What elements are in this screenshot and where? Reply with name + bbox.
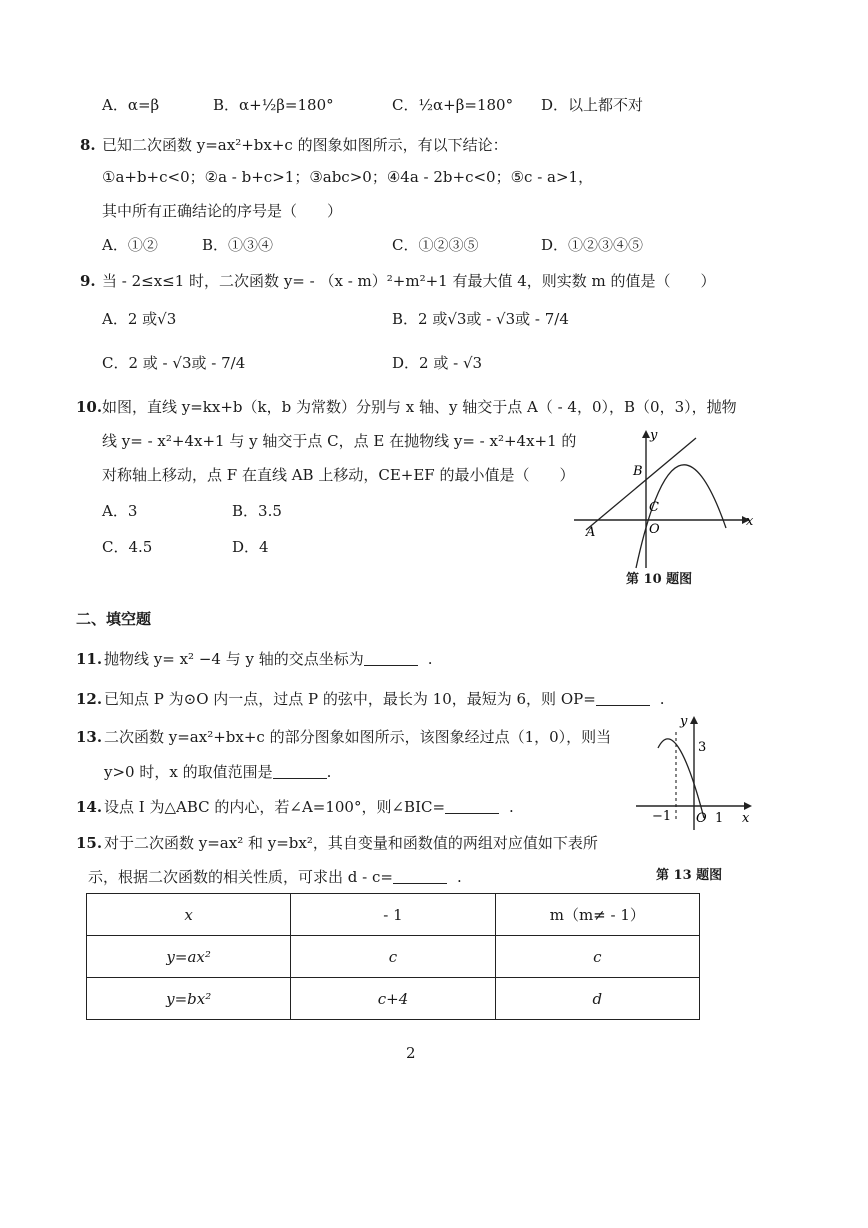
q15-number: 15. <box>76 834 103 852</box>
q8-ask: 其中所有正确结论的序号是（ ） <box>102 202 343 220</box>
q10-number: 10. <box>76 398 103 416</box>
q8-option-c: C．①②③⑤ <box>392 236 479 254</box>
q10-option-d: D．4 <box>232 538 269 556</box>
q14-number: 14. <box>76 798 103 816</box>
q13-period: . <box>326 763 332 781</box>
q10-line2: 线 y= - x²+4x+1 与 y 轴交于点 C，点 E 在抛物线 y= - x²+4x+1 的 <box>102 432 577 450</box>
q7-option-b: B．α+½β=180° <box>213 96 334 114</box>
q11-period: . <box>427 650 433 668</box>
table-cell: c+4 <box>291 978 495 1020</box>
q8-option-b: B．①③④ <box>202 236 274 254</box>
q12-stem: 已知点 P 为⊙O 内一点，过点 P 的弦中，最长为 10，最短为 6，则 OP= <box>104 690 596 708</box>
table-cell: c <box>495 936 699 978</box>
table-cell: y=bx² <box>87 978 291 1020</box>
q14-text <box>104 798 514 816</box>
q15-line1: 对于二次函数 y=ax² 和 y=bx²，其自变量和函数值的两组对应值如下表所 <box>104 834 598 852</box>
q10-line-ab <box>586 438 696 530</box>
q14-answer-blank[interactable] <box>445 799 499 814</box>
q9-option-d: D．2 或 - √3 <box>392 354 483 372</box>
q11-text <box>104 650 433 668</box>
q13-line2 <box>104 763 331 781</box>
q10-label-c: C <box>649 500 659 515</box>
q10-label-x: x <box>746 514 754 529</box>
table-cell: m（m≠ - 1） <box>495 894 699 936</box>
q10-parabola <box>636 465 726 568</box>
q13-label-3: 3 <box>698 740 707 755</box>
q12-answer-blank[interactable] <box>596 691 650 706</box>
q12-text <box>104 690 665 708</box>
q10-figure <box>566 424 758 572</box>
q13-line1: 二次函数 y=ax²+bx+c 的部分图象如图所示，该图象经过点（1，0），则当 <box>104 728 612 746</box>
q9-option-a: A．2 或√3 <box>102 310 177 328</box>
q10-label-o: O <box>649 522 660 537</box>
q13-figure-caption: 第 13 题图 <box>656 868 723 883</box>
table-cell: c <box>291 936 495 978</box>
q10-option-a: A．3 <box>102 502 138 520</box>
q15-line2 <box>88 868 462 886</box>
table-row <box>87 936 700 978</box>
q13-answer-blank[interactable] <box>273 764 327 779</box>
q13-figure <box>630 708 756 834</box>
table-cell: x <box>87 894 291 936</box>
q10-label-a: A <box>586 525 596 540</box>
q13-label-x: x <box>742 811 750 826</box>
q13-label-neg1: −1 <box>652 809 672 824</box>
q13-label-1: 1 <box>715 811 724 826</box>
q11-answer-blank[interactable] <box>364 651 418 666</box>
q15-answer-blank[interactable] <box>393 869 447 884</box>
q7-option-d: D．以上都不对 <box>541 96 644 114</box>
q10-line3: 对称轴上移动，点 F 在直线 AB 上移动，CE+EF 的最小值是（ ） <box>102 466 575 484</box>
q12-number: 12. <box>76 690 103 708</box>
q14-period: . <box>509 798 514 816</box>
table-cell: - 1 <box>291 894 495 936</box>
q9-option-c: C．2 或 - √3或 - 7/4 <box>102 354 246 372</box>
q13-y-arrow-icon <box>690 716 698 724</box>
q10-option-b: B．3.5 <box>232 502 282 520</box>
q11-number: 11. <box>76 650 103 668</box>
q9-number: 9. <box>80 272 96 290</box>
q8-stem: 已知二次函数 y=ax²+bx+c 的图象如图所示，有以下结论： <box>102 136 508 154</box>
q13-stem: y>0 时，x 的取值范围是 <box>104 763 273 781</box>
q9-stem: 当 - 2≤x≤1 时，二次函数 y= - （x - m）²+m²+1 有最大值 4，则实数 m 的值是（ ） <box>102 272 716 290</box>
q7-option-c: C．½α+β=180° <box>392 96 514 114</box>
q9-option-b: B．2 或√3或 - √3或 - 7/4 <box>392 310 569 328</box>
q11-stem: 抛物线 y= x² −4 与 y 轴的交点坐标为 <box>104 650 364 668</box>
q13-x-arrow-icon <box>744 802 752 810</box>
q13-number: 13. <box>76 728 103 746</box>
page-number: 2 <box>406 1044 416 1062</box>
table-cell: y=ax² <box>87 936 291 978</box>
q14-stem: 设点 I 为△ABC 的内心，若∠A=100°，则∠BIC= <box>104 798 446 816</box>
q13-label-o: O <box>696 811 707 826</box>
q8-number: 8. <box>80 136 96 154</box>
q10-figure-caption: 第 10 题图 <box>626 572 693 587</box>
q10-option-c: C．4.5 <box>102 538 153 556</box>
q15-stem: 示，根据二次函数的相关性质，可求出 d - c= <box>88 868 393 886</box>
q8-conclusions: ①a+b+c<0；②a - b+c>1；③abc>0；④4a - 2b+c<0；⑤c - a>1， <box>102 168 594 186</box>
q12-period: . <box>659 690 665 708</box>
q7-option-a: A．α=β <box>102 96 160 114</box>
q10-label-y: y <box>650 428 658 443</box>
q10-label-b: B <box>633 464 643 479</box>
q8-option-d: D．①②③④⑤ <box>541 236 644 254</box>
q8-option-a: A．①② <box>102 236 158 254</box>
table-row <box>87 894 700 936</box>
q10-line1: 如图，直线 y=kx+b（k，b 为常数）分别与 x 轴、y 轴交于点 A（ - 4，0），B（0，3），抛物 <box>102 398 737 416</box>
table-cell: d <box>495 978 699 1020</box>
q15-period: . <box>456 868 462 886</box>
q13-label-y: y <box>680 714 688 729</box>
q10-y-arrow-icon <box>642 430 650 438</box>
q15-table <box>86 893 700 1020</box>
table-row <box>87 978 700 1020</box>
section-fill-in-title: 二、填空题 <box>76 610 152 628</box>
